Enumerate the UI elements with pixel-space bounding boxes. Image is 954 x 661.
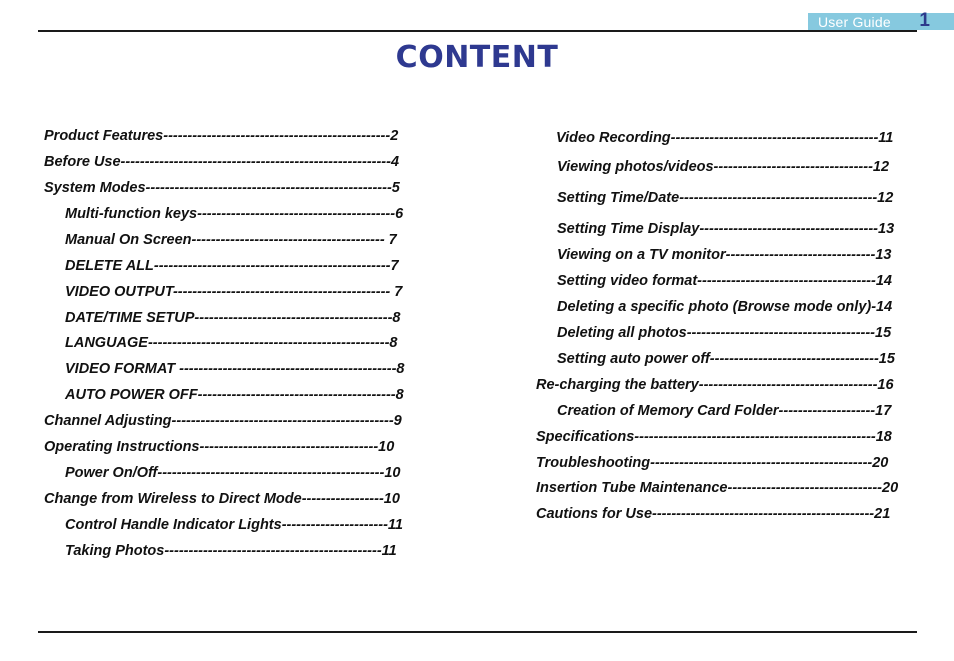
toc-subentry[interactable]: Viewing on a TV monitor-------------------------------13: [557, 247, 892, 263]
toc-subentry[interactable]: Setting video format-------------------------------------14: [557, 273, 892, 289]
toc-entry[interactable]: Insertion Tube Maintenance--------------------------------20: [536, 480, 899, 496]
toc-subentry[interactable]: VIDEO OUTPUT--------------------------------------------- 7: [65, 284, 403, 300]
toc-subentry[interactable]: Video Recording-------------------------------------------11: [556, 130, 894, 146]
header-rule: [38, 30, 917, 32]
toc-subentry[interactable]: Deleting a specific photo (Browse mode only)-14: [557, 299, 893, 315]
toc-subentry[interactable]: Setting Time/Date-----------------------------------------12: [557, 190, 894, 206]
toc-subentry[interactable]: Setting auto power off-----------------------------------15: [557, 351, 895, 367]
toc-subentry[interactable]: Power On/Off-----------------------------------------------10: [65, 465, 401, 481]
toc-subentry[interactable]: Deleting all photos---------------------------------------15: [557, 325, 892, 341]
toc-subentry[interactable]: AUTO POWER OFF-----------------------------------------8: [65, 387, 404, 403]
toc-subentry[interactable]: Taking Photos---------------------------------------------11: [65, 543, 397, 559]
toc-subentry[interactable]: Control Handle Indicator Lights----------------------11: [65, 517, 403, 533]
toc-entry[interactable]: Operating Instructions-------------------------------------10: [44, 439, 395, 455]
header-label: User Guide: [818, 13, 891, 30]
toc-entry[interactable]: Product Features-----------------------------------------------2: [44, 128, 399, 144]
toc-entry[interactable]: System Modes---------------------------------------------------5: [44, 180, 400, 196]
toc-subentry[interactable]: Manual On Screen---------------------------------------- 7: [65, 232, 397, 248]
header-tab: [808, 10, 954, 31]
toc-subentry[interactable]: VIDEO FORMAT ---------------------------------------------8: [65, 361, 405, 377]
toc-subentry[interactable]: DELETE ALL-------------------------------------------------7: [65, 258, 399, 274]
toc-entry[interactable]: Troubleshooting----------------------------------------------20: [536, 455, 889, 471]
toc-entry[interactable]: Before Use--------------------------------------------------------4: [44, 154, 400, 170]
page-number: 1: [919, 10, 930, 31]
toc-entry[interactable]: Re-charging the battery-------------------------------------16: [536, 377, 894, 393]
toc-entry[interactable]: Channel Adjusting----------------------------------------------9: [44, 413, 402, 429]
page-title: CONTENT: [395, 40, 559, 75]
toc-subentry[interactable]: Setting Time Display-------------------------------------13: [557, 221, 895, 237]
toc-subentry[interactable]: LANGUAGE--------------------------------------------------8: [65, 335, 398, 351]
toc-entry[interactable]: Cautions for Use----------------------------------------------21: [536, 506, 891, 522]
toc-entry[interactable]: Specifications--------------------------------------------------18: [536, 429, 892, 445]
footer-rule: [38, 631, 917, 633]
toc-entry[interactable]: Change from Wireless to Direct Mode-----------------10: [44, 491, 400, 507]
toc-subentry[interactable]: Creation of Memory Card Folder--------------------17: [557, 403, 892, 419]
toc-subentry[interactable]: Multi-function keys-----------------------------------------6: [65, 206, 404, 222]
toc-subentry[interactable]: DATE/TIME SETUP-----------------------------------------8: [65, 310, 401, 326]
toc-subentry[interactable]: Viewing photos/videos---------------------------------12: [557, 159, 890, 175]
